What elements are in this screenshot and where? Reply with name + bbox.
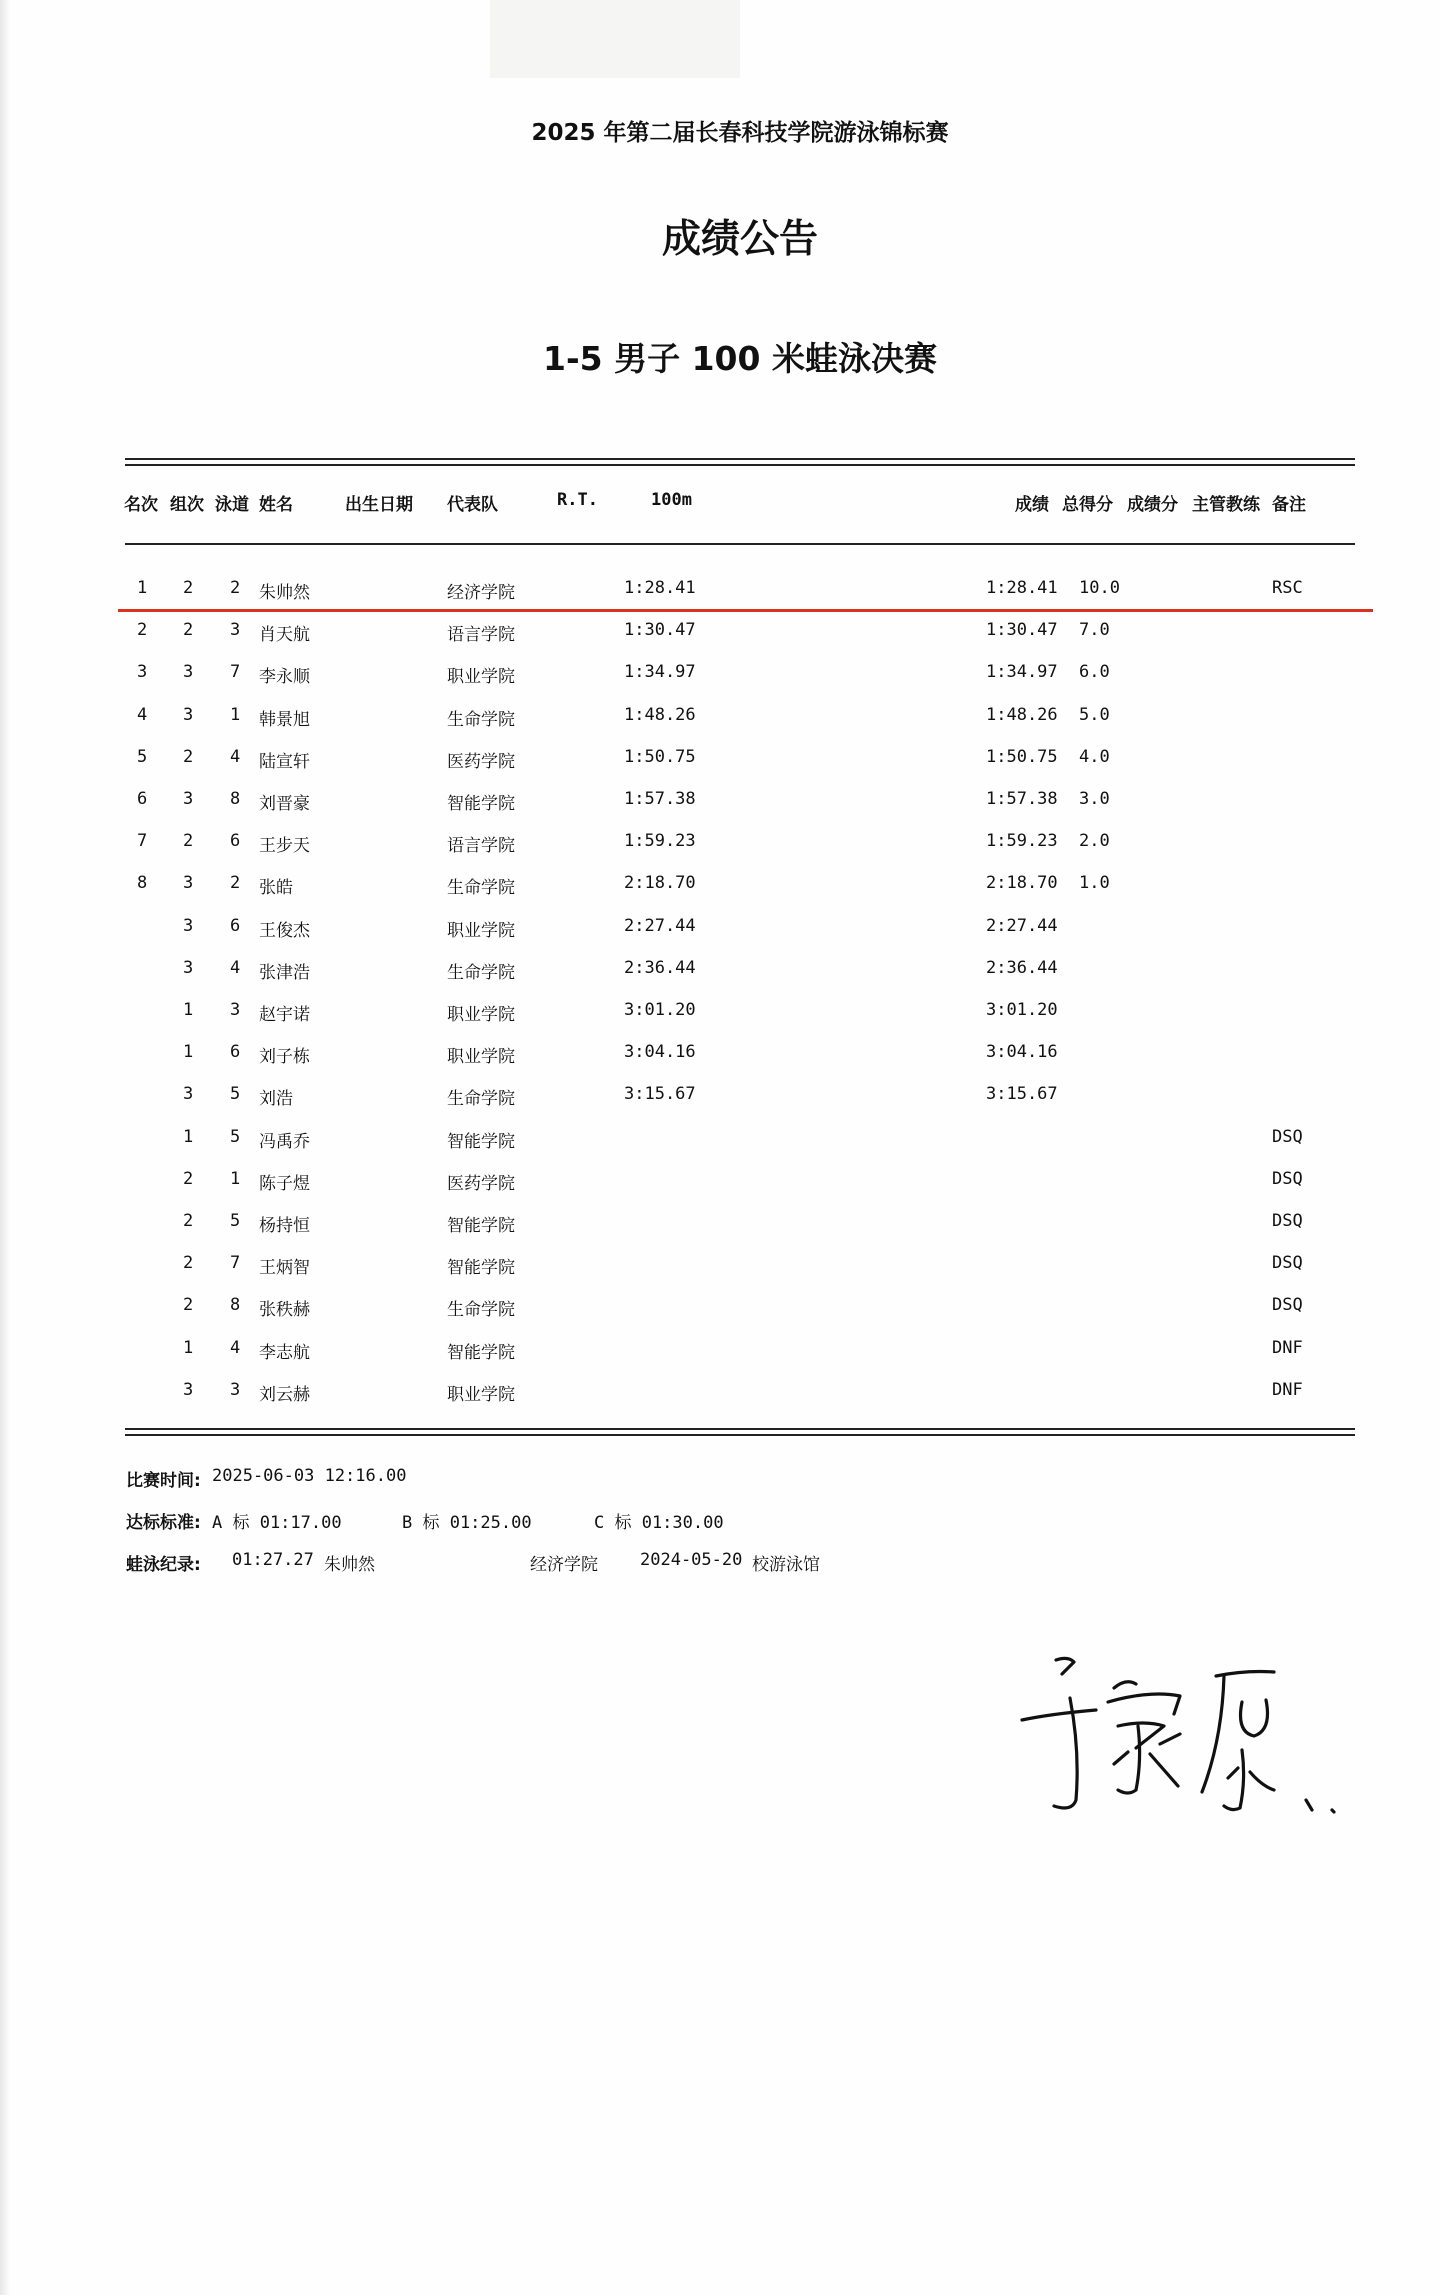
cell-points: 1.0 bbox=[1079, 873, 1110, 894]
table-row bbox=[0, 1380, 1440, 1410]
cell-lane: 4 bbox=[230, 746, 241, 767]
cell-split: 1:50.75 bbox=[624, 746, 696, 767]
cell-heat: 2 bbox=[183, 831, 194, 852]
table-row bbox=[0, 747, 1440, 777]
cell-note: DSQ bbox=[1272, 1295, 1303, 1316]
cell-note: DSQ bbox=[1272, 1168, 1303, 1189]
table-row bbox=[0, 873, 1440, 903]
cell-lane: 2 bbox=[230, 578, 241, 598]
cell-team: 生命学院 bbox=[447, 1300, 515, 1321]
record-label: 蛙泳纪录: bbox=[126, 1555, 201, 1575]
cell-team: 生命学院 bbox=[447, 1089, 515, 1110]
cell-team: 医药学院 bbox=[447, 751, 515, 772]
cell-lane: 6 bbox=[230, 1042, 241, 1063]
cell-name: 刘浩 bbox=[259, 1089, 293, 1110]
cell-rank: 2 bbox=[137, 620, 148, 641]
cell-name: 陈子煜 bbox=[259, 1173, 310, 1194]
cell-rank: 5 bbox=[137, 746, 148, 767]
cell-result: 2:18.70 bbox=[986, 873, 1058, 894]
cell-lane: 8 bbox=[230, 789, 241, 809]
cell-team: 生命学院 bbox=[447, 962, 515, 983]
table-bottom-double-rule bbox=[125, 1428, 1355, 1436]
cell-team: 职业学院 bbox=[447, 1384, 515, 1405]
cell-team: 职业学院 bbox=[447, 920, 515, 941]
cell-rank: 3 bbox=[137, 662, 148, 683]
cell-team: 语言学院 bbox=[447, 836, 515, 857]
cell-result: 1:50.75 bbox=[986, 746, 1058, 767]
cell-heat: 1 bbox=[183, 1000, 194, 1020]
cell-rank: 6 bbox=[137, 789, 148, 809]
document-title: 成绩公告 bbox=[661, 217, 818, 262]
cell-name: 张皓 bbox=[259, 878, 293, 899]
cell-name: 刘云赫 bbox=[259, 1384, 310, 1405]
cell-team: 职业学院 bbox=[447, 667, 515, 688]
cell-result: 1:30.47 bbox=[986, 620, 1058, 641]
table-row bbox=[0, 789, 1440, 819]
cell-note: DNF bbox=[1272, 1379, 1303, 1400]
cell-lane: 5 bbox=[230, 1211, 241, 1231]
col-total-points: 总得分 bbox=[1062, 495, 1113, 515]
col-result: 成绩 bbox=[1015, 495, 1049, 515]
table-row bbox=[0, 620, 1440, 650]
col-lane: 泳道 bbox=[215, 495, 249, 515]
cell-name: 张秩赫 bbox=[259, 1300, 310, 1321]
table-row bbox=[0, 1338, 1440, 1368]
cell-lane: 5 bbox=[230, 1126, 241, 1147]
record-venue: 校游泳馆 bbox=[752, 1555, 820, 1575]
record-team: 经济学院 bbox=[530, 1555, 598, 1575]
cell-name: 肖天航 bbox=[259, 625, 310, 646]
cell-note: DSQ bbox=[1272, 1126, 1303, 1147]
cell-name: 赵宇诺 bbox=[259, 1005, 310, 1025]
cell-points: 7.0 bbox=[1079, 620, 1110, 641]
cell-split: 3:04.16 bbox=[624, 1042, 696, 1063]
cell-heat: 3 bbox=[183, 1379, 194, 1400]
table-row bbox=[0, 831, 1440, 861]
cell-team: 经济学院 bbox=[447, 583, 515, 603]
table-row bbox=[0, 1127, 1440, 1157]
col-score-points: 成绩分 bbox=[1127, 495, 1178, 515]
table-row bbox=[0, 1169, 1440, 1199]
table-row bbox=[0, 958, 1440, 988]
cell-lane: 5 bbox=[230, 1084, 241, 1105]
cell-points: 6.0 bbox=[1079, 662, 1110, 683]
standard-c: C 标 01:30.00 bbox=[594, 1513, 724, 1533]
cell-name: 张津浩 bbox=[259, 962, 310, 983]
standard-b: B 标 01:25.00 bbox=[402, 1513, 532, 1533]
cell-heat: 2 bbox=[183, 1211, 194, 1231]
col-coach: 主管教练 bbox=[1192, 495, 1260, 515]
cell-heat: 3 bbox=[183, 957, 194, 978]
cell-name: 陆宣轩 bbox=[259, 751, 310, 772]
cell-lane: 7 bbox=[230, 1253, 241, 1274]
cell-team: 职业学院 bbox=[447, 1047, 515, 1068]
record-time: 01:27.27 bbox=[232, 1550, 314, 1570]
cell-lane: 4 bbox=[230, 1337, 241, 1358]
cell-points: 4.0 bbox=[1079, 746, 1110, 767]
table-row bbox=[0, 578, 1440, 608]
table-row bbox=[0, 1084, 1440, 1114]
table-row bbox=[0, 705, 1440, 735]
cell-result: 3:01.20 bbox=[986, 1000, 1058, 1020]
cell-points: 5.0 bbox=[1079, 704, 1110, 725]
cell-rank: 1 bbox=[137, 578, 148, 598]
cell-rank: 4 bbox=[137, 704, 148, 725]
handwritten-signature bbox=[1010, 1640, 1350, 1844]
cell-heat: 1 bbox=[183, 1337, 194, 1358]
cell-points: 2.0 bbox=[1079, 831, 1110, 852]
race-time-value: 2025-06-03 12:16.00 bbox=[212, 1466, 407, 1486]
record-date: 2024-05-20 bbox=[640, 1550, 743, 1570]
table-row bbox=[0, 662, 1440, 692]
cell-team: 语言学院 bbox=[447, 625, 515, 646]
standard-a: A 标 01:17.00 bbox=[212, 1513, 342, 1533]
cell-note: DNF bbox=[1272, 1337, 1303, 1358]
event-title: 1-5 男子 100 米蛙泳决赛 bbox=[543, 339, 937, 378]
cell-lane: 1 bbox=[230, 1168, 241, 1189]
col-team: 代表队 bbox=[447, 495, 498, 515]
cell-split: 1:28.41 bbox=[624, 578, 696, 598]
col-name: 姓名 bbox=[259, 495, 293, 515]
col-note: 备注 bbox=[1272, 495, 1306, 515]
cell-result: 1:59.23 bbox=[986, 831, 1058, 852]
cell-team: 智能学院 bbox=[447, 794, 515, 814]
cell-name: 杨持恒 bbox=[259, 1216, 310, 1236]
record-highlight-line bbox=[118, 609, 1373, 612]
cell-team: 生命学院 bbox=[447, 709, 515, 730]
cell-result: 2:36.44 bbox=[986, 957, 1058, 978]
cell-name: 王步天 bbox=[259, 836, 310, 857]
standards-label: 达标标准: bbox=[126, 1513, 201, 1533]
cell-name: 韩景旭 bbox=[259, 709, 310, 730]
cell-name: 朱帅然 bbox=[259, 583, 310, 603]
cell-heat: 2 bbox=[183, 1253, 194, 1274]
meet-title: 2025 年第二届长春科技学院游泳锦标赛 bbox=[531, 120, 949, 146]
cell-rank: 8 bbox=[137, 873, 148, 894]
cell-heat: 3 bbox=[183, 662, 194, 683]
cell-lane: 7 bbox=[230, 662, 241, 683]
cell-heat: 1 bbox=[183, 1042, 194, 1063]
cell-result: 1:28.41 bbox=[986, 578, 1058, 598]
cell-split: 3:15.67 bbox=[624, 1084, 696, 1105]
cell-team: 智能学院 bbox=[447, 1342, 515, 1363]
cell-name: 王俊杰 bbox=[259, 920, 310, 941]
cell-note: RSC bbox=[1272, 578, 1303, 598]
cell-name: 王炳智 bbox=[259, 1258, 310, 1279]
cell-heat: 1 bbox=[183, 1126, 194, 1147]
cell-heat: 3 bbox=[183, 789, 194, 809]
cell-team: 智能学院 bbox=[447, 1131, 515, 1152]
cell-lane: 3 bbox=[230, 620, 241, 641]
cell-name: 李志航 bbox=[259, 1342, 310, 1363]
cell-note: DSQ bbox=[1272, 1253, 1303, 1274]
cell-lane: 6 bbox=[230, 831, 241, 852]
cell-heat: 2 bbox=[183, 1168, 194, 1189]
cell-split: 2:18.70 bbox=[624, 873, 696, 894]
cell-split: 2:36.44 bbox=[624, 957, 696, 978]
col-rank: 名次 bbox=[124, 495, 158, 515]
cell-lane: 6 bbox=[230, 915, 241, 936]
cell-heat: 2 bbox=[183, 578, 194, 598]
cell-team: 智能学院 bbox=[447, 1258, 515, 1279]
cell-lane: 1 bbox=[230, 704, 241, 725]
cell-note: DSQ bbox=[1272, 1211, 1303, 1231]
cell-result: 3:15.67 bbox=[986, 1084, 1058, 1105]
table-row bbox=[0, 1211, 1440, 1241]
race-time-label: 比赛时间: bbox=[126, 1471, 201, 1491]
cell-split: 1:57.38 bbox=[624, 789, 696, 809]
cell-heat: 3 bbox=[183, 915, 194, 936]
cell-split: 1:48.26 bbox=[624, 704, 696, 725]
table-row bbox=[0, 1000, 1440, 1030]
cell-result: 3:04.16 bbox=[986, 1042, 1058, 1063]
scan-smudge bbox=[490, 0, 740, 78]
col-birthdate: 出生日期 bbox=[345, 495, 413, 515]
cell-heat: 3 bbox=[183, 873, 194, 894]
cell-split: 1:34.97 bbox=[624, 662, 696, 683]
cell-split: 2:27.44 bbox=[624, 915, 696, 936]
table-top-double-rule bbox=[125, 458, 1355, 466]
cell-split: 3:01.20 bbox=[624, 1000, 696, 1020]
table-header-rule bbox=[125, 543, 1355, 545]
cell-lane: 2 bbox=[230, 873, 241, 894]
signature-drawing bbox=[1010, 1640, 1350, 1840]
cell-result: 1:48.26 bbox=[986, 704, 1058, 725]
cell-lane: 3 bbox=[230, 1379, 241, 1400]
cell-rank: 7 bbox=[137, 831, 148, 852]
cell-split: 1:59.23 bbox=[624, 831, 696, 852]
cell-heat: 3 bbox=[183, 704, 194, 725]
table-row bbox=[0, 1042, 1440, 1072]
col-rt: R.T. bbox=[557, 490, 598, 510]
col-heat: 组次 bbox=[170, 495, 204, 515]
cell-team: 医药学院 bbox=[447, 1173, 515, 1194]
cell-name: 刘子栋 bbox=[259, 1047, 310, 1068]
cell-points: 10.0 bbox=[1079, 578, 1120, 598]
cell-team: 智能学院 bbox=[447, 1216, 515, 1236]
cell-split: 1:30.47 bbox=[624, 620, 696, 641]
cell-result: 1:57.38 bbox=[986, 789, 1058, 809]
cell-lane: 3 bbox=[230, 1000, 241, 1020]
cell-heat: 3 bbox=[183, 1084, 194, 1105]
cell-result: 1:34.97 bbox=[986, 662, 1058, 683]
cell-name: 李永顺 bbox=[259, 667, 310, 688]
col-split: 100m bbox=[651, 490, 692, 510]
cell-lane: 4 bbox=[230, 957, 241, 978]
cell-heat: 2 bbox=[183, 620, 194, 641]
cell-name: 冯禹乔 bbox=[259, 1131, 310, 1152]
table-row bbox=[0, 1253, 1440, 1283]
cell-heat: 2 bbox=[183, 1295, 194, 1316]
cell-team: 生命学院 bbox=[447, 878, 515, 899]
record-holder: 朱帅然 bbox=[324, 1555, 375, 1575]
cell-name: 刘晋豪 bbox=[259, 794, 310, 814]
cell-points: 3.0 bbox=[1079, 789, 1110, 809]
cell-heat: 2 bbox=[183, 746, 194, 767]
table-row bbox=[0, 1295, 1440, 1325]
table-row bbox=[0, 916, 1440, 946]
cell-team: 职业学院 bbox=[447, 1005, 515, 1025]
cell-lane: 8 bbox=[230, 1295, 241, 1316]
cell-result: 2:27.44 bbox=[986, 915, 1058, 936]
